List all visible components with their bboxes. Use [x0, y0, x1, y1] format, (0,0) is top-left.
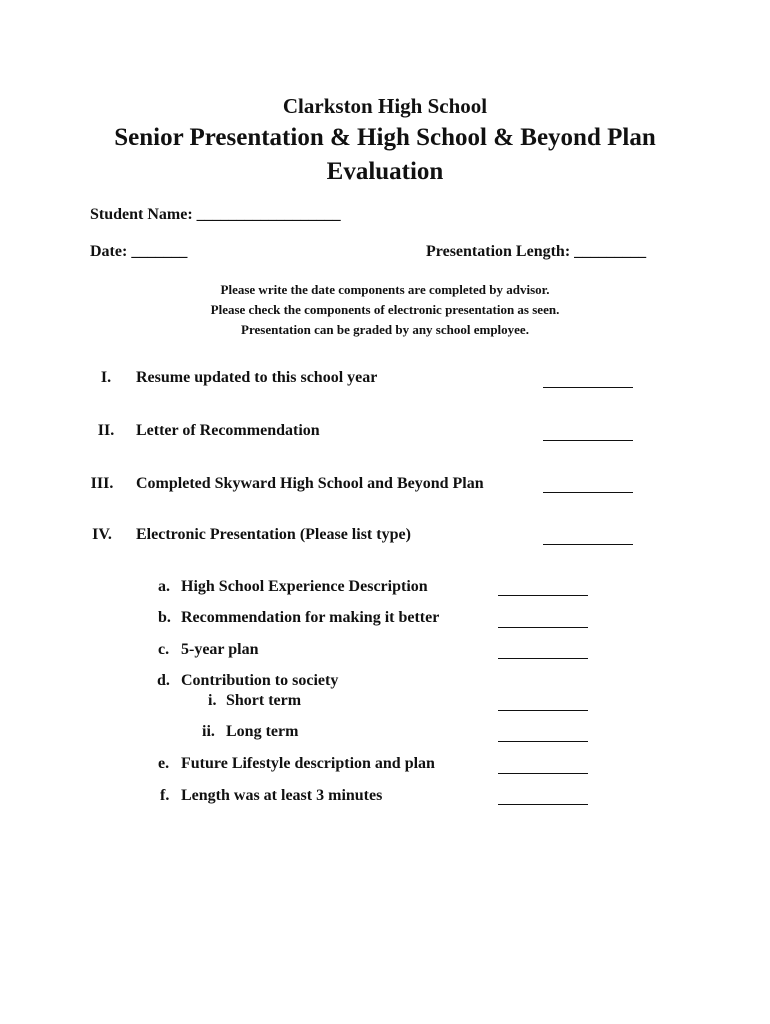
subitem-marker: c.: [158, 641, 170, 658]
subitem-marker: i.: [208, 692, 217, 709]
subitem-marker: a.: [158, 578, 170, 595]
date-field[interactable]: Date: _______: [90, 243, 188, 260]
subitem-length-blank[interactable]: [498, 804, 588, 805]
item-numeral: I.: [100, 369, 112, 386]
item-numeral: III.: [90, 475, 114, 492]
subitem-future-lifestyle-label: Future Lifestyle description and plan: [181, 755, 435, 772]
item-numeral: IV.: [92, 526, 112, 543]
item-skyward-blank[interactable]: [543, 492, 633, 493]
school-name: Clarkston High School: [282, 94, 488, 118]
subitem-length-label: Length was at least 3 minutes: [181, 787, 383, 804]
subitem-recommendation-label: Recommendation for making it better: [181, 609, 440, 626]
item-skyward-label: Completed Skyward High School and Beyond Plan: [136, 475, 484, 492]
presentation-length-field[interactable]: Presentation Length: _________: [426, 243, 647, 260]
subitem-contribution-label: Contribution to society: [181, 672, 339, 689]
form-title: Senior Presentation & High School & Beyond Plan: [114, 124, 656, 151]
item-numeral: II.: [97, 422, 115, 439]
subitem-marker: d.: [157, 672, 170, 689]
form-title-continued: Evaluation: [326, 158, 444, 185]
subitem-hs-experience-blank[interactable]: [498, 595, 588, 596]
subitem-long-term-label: Long term: [226, 723, 299, 740]
subitem-marker: b.: [158, 609, 171, 626]
subitem-5year-blank[interactable]: [498, 658, 588, 659]
subitem-5year-label: 5-year plan: [181, 641, 259, 658]
subitem-hs-experience-label: High School Experience Description: [181, 578, 428, 595]
subitem-recommendation-blank[interactable]: [498, 627, 588, 628]
item-letter-blank[interactable]: [543, 440, 633, 441]
item-resume-label: Resume updated to this school year: [136, 369, 378, 386]
student-name-field[interactable]: Student Name: __________________: [90, 206, 341, 223]
subitem-short-term-blank[interactable]: [498, 710, 588, 711]
subitem-marker: ii.: [202, 723, 215, 740]
subitem-marker: f.: [160, 787, 170, 804]
instruction-line-1: Please write the date components are completed by advisor.: [220, 282, 550, 297]
subitem-long-term-blank[interactable]: [498, 741, 588, 742]
subitem-future-lifestyle-blank[interactable]: [498, 773, 588, 774]
item-electronic-label: Electronic Presentation (Please list type): [136, 526, 411, 543]
instruction-line-2: Please check the components of electronic presentation as seen.: [210, 302, 560, 317]
instruction-line-3: Presentation can be graded by any school employee.: [241, 322, 529, 337]
subitem-short-term-label: Short term: [226, 692, 302, 709]
item-electronic-blank[interactable]: [543, 544, 633, 545]
subitem-marker: e.: [158, 755, 170, 772]
item-resume-blank[interactable]: [543, 387, 633, 388]
item-letter-label: Letter of Recommendation: [136, 422, 320, 439]
